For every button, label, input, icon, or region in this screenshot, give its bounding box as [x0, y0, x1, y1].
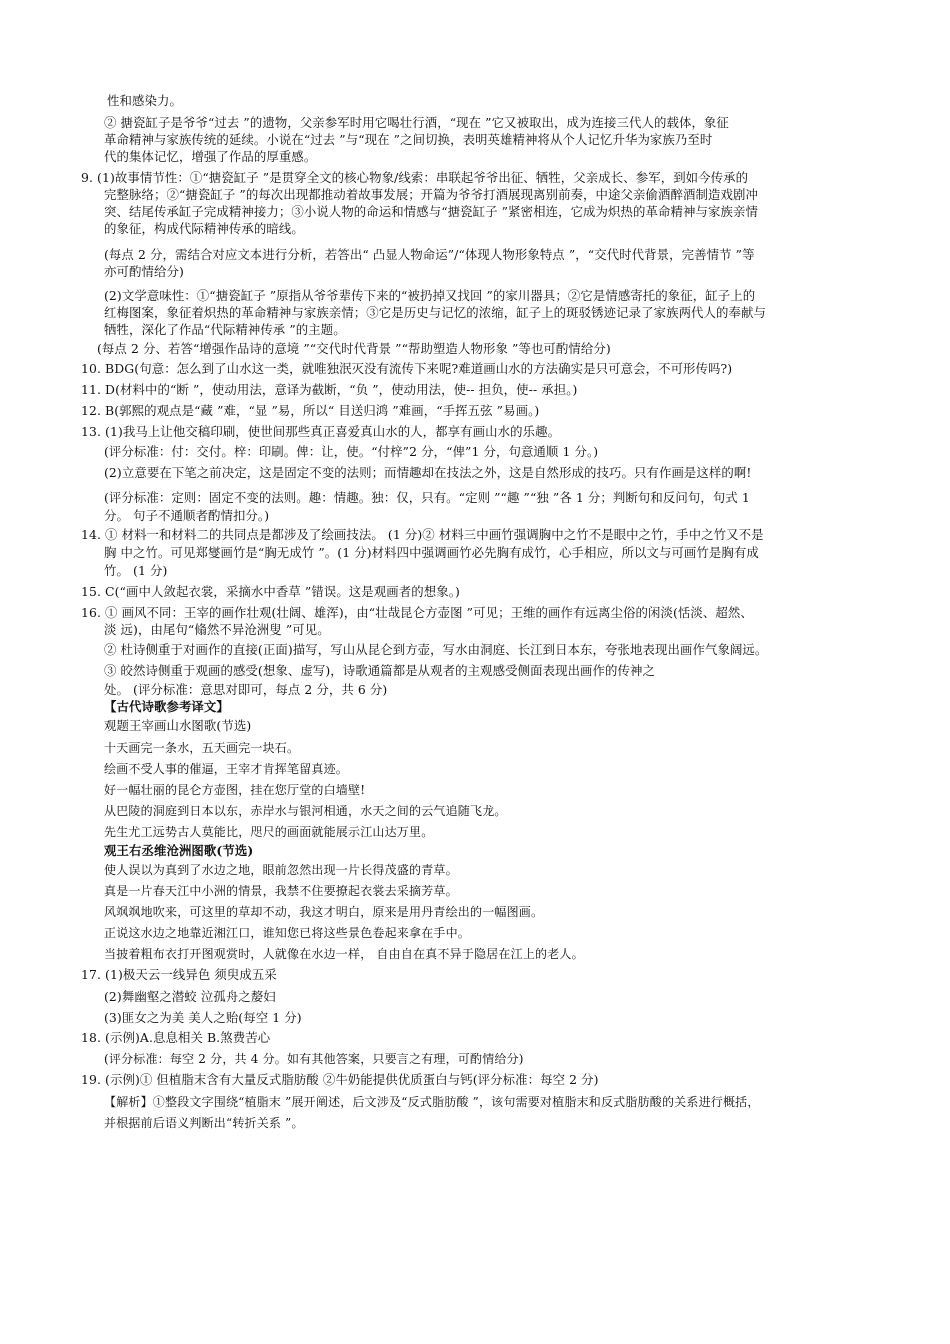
text-line: 观题王宰画山水图歌(节选) [104, 718, 252, 733]
text-line: ② 搪瓷缸子是爷爷“过去 ”的遗物，父亲参军时用它喝壮行酒，“现在 ”它又被取出，成为连接三代人的载体，象征 [104, 115, 729, 130]
text-line: 绘画不受人事的催逼，王宰才肯挥笔留真迹。 [104, 762, 349, 776]
text-line: 竹。 (1 分) [104, 563, 168, 578]
text-line: ③ 皎然诗侧重于观画的感受(想象、虚写)，诗歌通篇都是从观者的主观感受侧面表现出画作的传神之 [104, 663, 656, 678]
text-line: 十天画完一条水，五天画完一块石。 [104, 741, 300, 755]
section-heading: 【古代诗歌参考译文】 [104, 699, 229, 714]
text-line: (2)文学意味性：①“搪瓷缸子 ”原指从爷爷辈传下来的“被扔掉又找回 ”的家川器具；②它是情感寄托的象征，缸子上的 [104, 288, 756, 303]
text-line: 正说这水边之地靠近湘江口，谁知您已将这些景色卷起来拿在手中。 [104, 926, 471, 940]
text-line: 的象征，构成代际精神传承的暗线。 [104, 221, 304, 236]
text-line: 分。 句子不通顺者酌情扣分。) [104, 508, 270, 523]
text-line: 18. (示例)A.息息相关 B.煞费苦心 [81, 1030, 271, 1045]
text-line: 完整脉络；②“搪瓷缸子 ”的每次出现都推动着故事发展；开篇为爷爷打酒展现离别前奏，中途父亲偷酒醉酒制造戏剧冲 [104, 187, 758, 202]
text-line: 使人误以为真到了水边之地，眼前忽然出现一片长得茂盛的青草。 [104, 863, 458, 877]
text-line: (2)舞幽壑之潜蛟 泣孤舟之嫠妇 [104, 989, 276, 1004]
text-line: ② 杜诗侧重于对画作的直接(正面)描写，写山从昆仑到方壶，写水由洞庭、长江到日本东，夸张地表现出画作气象阔远。 [104, 642, 768, 657]
text-line: 风飒飒地吹来，可这里的草却不动，我这才明白，原来是用丹青绘出的一幅图画。 [104, 905, 544, 919]
text-line: 17. (1)极天云一线异色 须臾成五采 [81, 967, 277, 982]
text-line: (每点 2 分，需结合对应文本进行分析，若答出“ 凸显人物命运”/“体现人物形象特点 ”，“交代时代背景，完善情节 ”等 [104, 247, 755, 262]
text-line: 16. ① 画风不同：王宰的画作壮观(壮阔、雄浑)，由“壮哉昆仑方壶图 ”可见；王维的画作有远离尘俗的闲淡(恬淡、超然、 [81, 605, 753, 620]
text-line: 10. BDG(句意：怎么到了山水这一类，就唯独泯灭没有流传下来呢?难道画山水的方法确实是只可意会，不可形传吗?) [81, 361, 733, 376]
text-line: 15. C(“画中人敛起衣裳，采摘水中香草 ”错误。这是观画者的想象。) [81, 584, 460, 599]
text-line: 红梅图案，象征着炽热的革命精神与家族亲情；③它是历史与记忆的浓缩，缸子上的斑驳锈迹记录了家族两代人的奉献与 [104, 305, 767, 320]
text-line: 19. (示例)① 但植脂末含有大量反式脂肪酸 ②牛奶能提供优质蛋白与钙(评分标准：每空 2 分) [81, 1072, 599, 1087]
text-line: 12. B(郭熙的观点是“藏 ”难，“显 ”易，所以“ 目送归鸿 ”难画，“手挥五弦 ”易画。) [81, 403, 540, 418]
text-line: 11. D(材料中的“断 ”，使动用法，意译为截断，“负 ”，使动用法，使-- 担负，使-- 承担。) [81, 382, 578, 397]
text-line: 处。 (评分标准：意思对即可，每点 2 分，共 6 分) [104, 682, 388, 697]
text-line: 性和感染力。 [107, 93, 182, 108]
text-line: 牺牲，深化了作品“代际精神传承 ”的主题。 [104, 322, 346, 337]
text-line: (每点 2 分、若答“增强作品诗的意境 ”“交代时代背景 ”“帮助塑造人物形象 ”等也可酌情给分) [97, 341, 611, 356]
text-line: (3)匪女之为美 美人之贻(每空 1 分) [104, 1010, 302, 1025]
text-line: 13. (1)我马上让他交稿印刷，使世间那些真正喜爱真山水的人，都享有画山水的乐趣。 [81, 424, 561, 439]
text-line: (2)立意要在下笔之前决定，这是固定不变的法则；而情趣却在技法之外，这是自然形成的技巧。只有作画是这样的啊! [104, 465, 752, 480]
text-line: 9. (1)故事情节性：①“搪瓷缸子 ”是贯穿全文的核心物象/线索：串联起爷爷出征、牺牲，父亲成长、参军，到如今传承的 [81, 170, 749, 185]
text-line: (评分标准：每空 2 分，共 4 分。如有其他答案，只要言之有理，可酌情给分) [104, 1052, 524, 1066]
text-line: 代的集体记忆，增强了作品的厚重感。 [104, 149, 317, 164]
text-line: 真是一片春天江中小洲的情景，我禁不住要撩起衣裳去采摘芳草。 [104, 884, 458, 898]
text-line: 亦可酌情给分) [104, 264, 184, 279]
text-line: 胸 中之竹。可见郑燮画竹是“胸无成竹 ”。(1 分)材料四中强调画竹必先胸有成竹，心手相应，所以文与可画竹是胸有成 [104, 545, 759, 560]
text-line: 先生尤工远势古人莫能比，咫尺的画面就能展示江山达万里。 [104, 825, 434, 839]
text-line: 从巴陵的洞庭到日本以东，赤岸水与银河相通，水天之间的云气追随飞龙。 [104, 804, 507, 818]
text-line: 【解析】①整段文字围绕“植脂末 ”展开阐述，后文涉及“反式脂肪酸 ”，该句需要对植脂末和反式脂肪酸的关系进行概括， [104, 1095, 760, 1109]
text-line: (评分标准：定则：固定不变的法则。趣：情趣。独：仅，只有。“定则 ”“趣 ”“独 ”各 1 分；判断句和反问句，句式 1 [104, 490, 750, 505]
text-line: 并根据前后语义判断出“转折关系 ”。 [104, 1116, 304, 1130]
text-line: 当披着粗布衣打开图观赏时，人就像在水边一样， 自由自在真不异于隐居在江上的老人。 [104, 947, 584, 961]
text-line: 淡 远)，由尾句“翛然不异沧洲叟 ”可见。 [104, 622, 330, 637]
text-line: 突、结尾传承缸子完成精神接力；③小说人物的命运和情感与“搪瓷缸子 ”紧密相连，它成为炽热的革命精神与家族亲情 [104, 204, 758, 219]
text-line: (评分标准：付：交付。梓：印刷。俾：让，使。“付梓”2 分，“俾”1 分，句意通顺 1 分。) [104, 444, 599, 459]
section-heading: 观王右丞维沧洲图歌(节选) [104, 843, 254, 858]
text-line: 14. ① 材料一和材料二的共同点是都涉及了绘画技法。 (1 分)② 材料三中画竹强调胸中之竹不是眼中之竹，手中之竹又不是 [81, 527, 764, 542]
text-line: 好一幅壮丽的昆仑方壶图，挂在您厅堂的白墙壁! [104, 783, 366, 797]
text-line: 革命精神与家族传统的延续。小说在“过去 ”与“现在 ”之间切换，表明英雄精神将从个人记忆升华为家族乃至时 [104, 132, 713, 147]
